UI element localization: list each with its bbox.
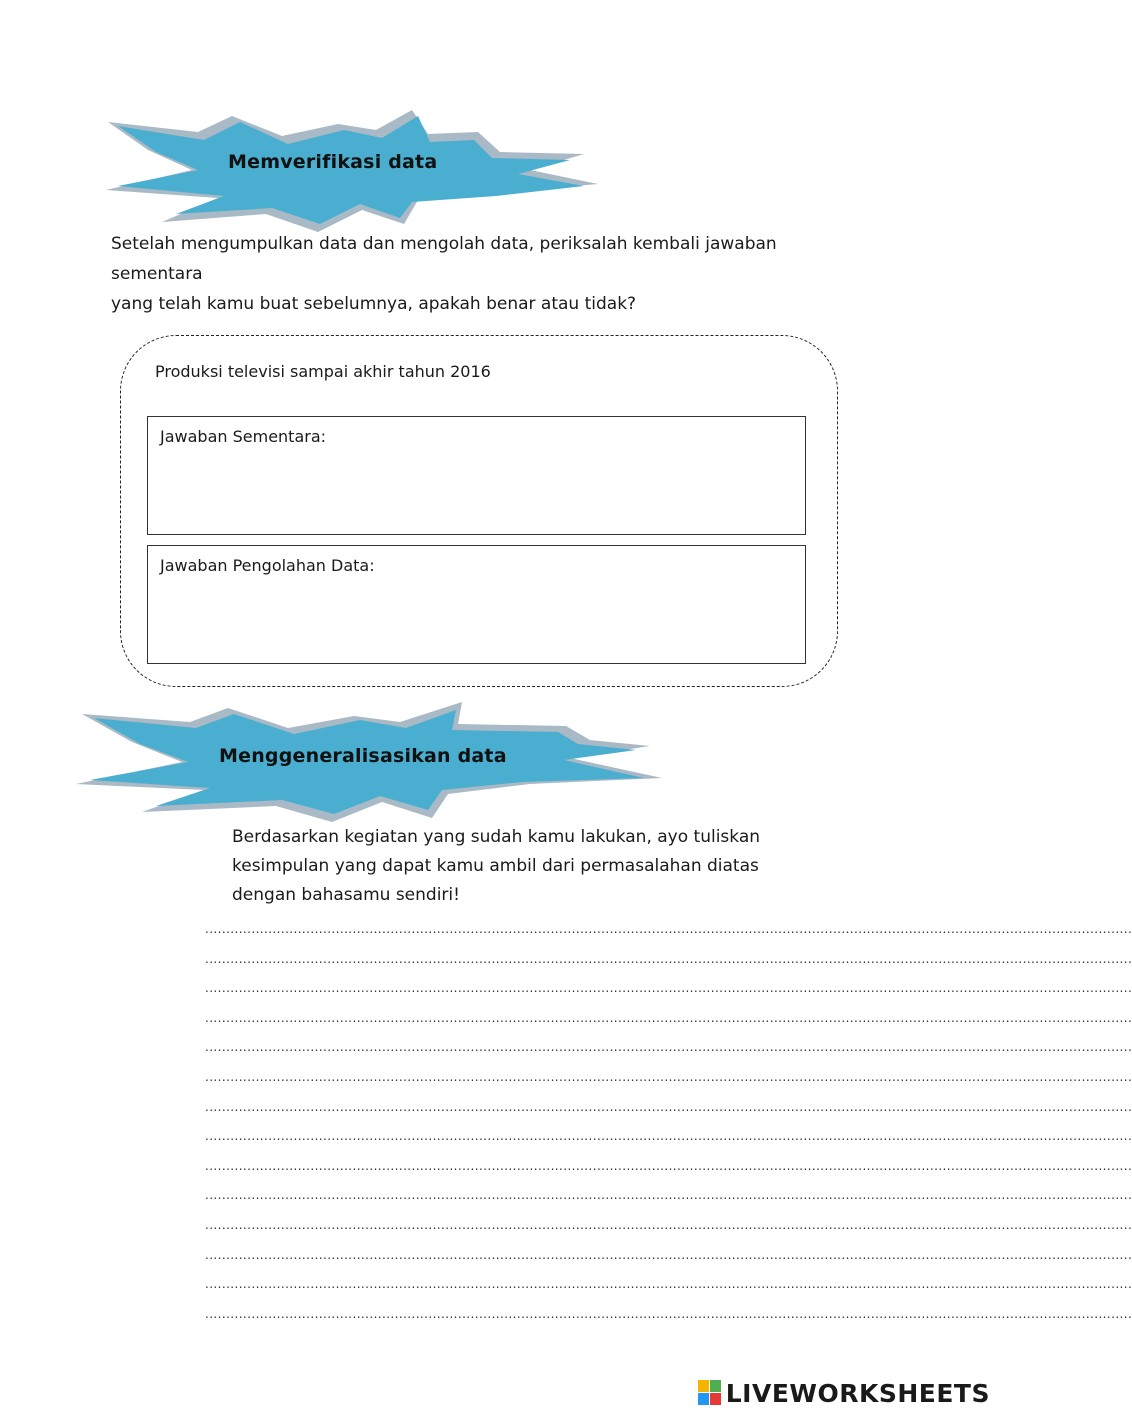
liveworksheets-logo-text: LIVEWORKSHEETS (725, 1378, 990, 1408)
answer-line[interactable]: ............................................................................................................................................................................................................................ (205, 1306, 1132, 1321)
answer-line[interactable]: ............................................................................................................................................................................................................................ (205, 981, 1132, 996)
instruction-generalize (232, 823, 832, 910)
answer-line[interactable]: ............................................................................................................................................................................................................................ (205, 951, 1132, 966)
instruction-generalize-line1: Berdasarkan kegiatan yang sudah kamu lakukan, ayo tuliskan (232, 827, 761, 847)
answer-line[interactable]: ............................................................................................................................................................................................................................ (205, 1129, 1132, 1144)
answer-line[interactable]: ............................................................................................................................................................................................................................ (205, 922, 1132, 936)
instruction-verify-line1: Setelah mengumpulkan data dan mengolah data, periksalah kembali jawaban sementara (111, 234, 777, 284)
section-title-verify: Memverifikasi data (228, 151, 438, 173)
answer-line[interactable]: ............................................................................................................................................................................................................................ (205, 1188, 1132, 1203)
answer-line[interactable]: ............................................................................................................................................................................................................................ (205, 1070, 1132, 1084)
answer-label-processed: Jawaban Pengolahan Data: (160, 556, 375, 575)
instruction-verify-line2: yang telah kamu buat sebelumnya, apakah benar atau tidak? (111, 294, 637, 314)
instruction-generalize-line3: dengan bahasamu sendiri! (232, 885, 460, 905)
answer-line[interactable]: ............................................................................................................................................................................................................................ (205, 1040, 1132, 1055)
liveworksheets-logo-icon (698, 1380, 722, 1406)
liveworksheets-logo (698, 1378, 990, 1408)
answer-box-processed[interactable] (147, 545, 806, 664)
answer-line[interactable]: ............................................................................................................................................................................................................................ (205, 1099, 1132, 1114)
answer-line[interactable]: ............................................................................................................................................................................................................................ (205, 1010, 1132, 1025)
instruction-verify (111, 229, 871, 319)
answer-line[interactable]: ............................................................................................................................................................................................................................ (205, 1158, 1132, 1173)
answer-line[interactable]: ............................................................................................................................................................................................................................ (205, 1247, 1132, 1262)
section-title-generalize: Menggeneralisasikan data (219, 745, 507, 767)
instruction-generalize-line2: kesimpulan yang dapat kamu ambil dari permasalahan diatas (232, 856, 759, 876)
verification-heading: Produksi televisi sampai akhir tahun 2016 (155, 362, 491, 381)
answer-box-tentative[interactable] (147, 416, 806, 535)
answer-label-tentative: Jawaban Sementara: (160, 427, 327, 446)
answer-line[interactable]: ............................................................................................................................................................................................................................ (205, 1277, 1132, 1292)
answer-line[interactable]: ............................................................................................................................................................................................................................ (205, 1218, 1132, 1232)
